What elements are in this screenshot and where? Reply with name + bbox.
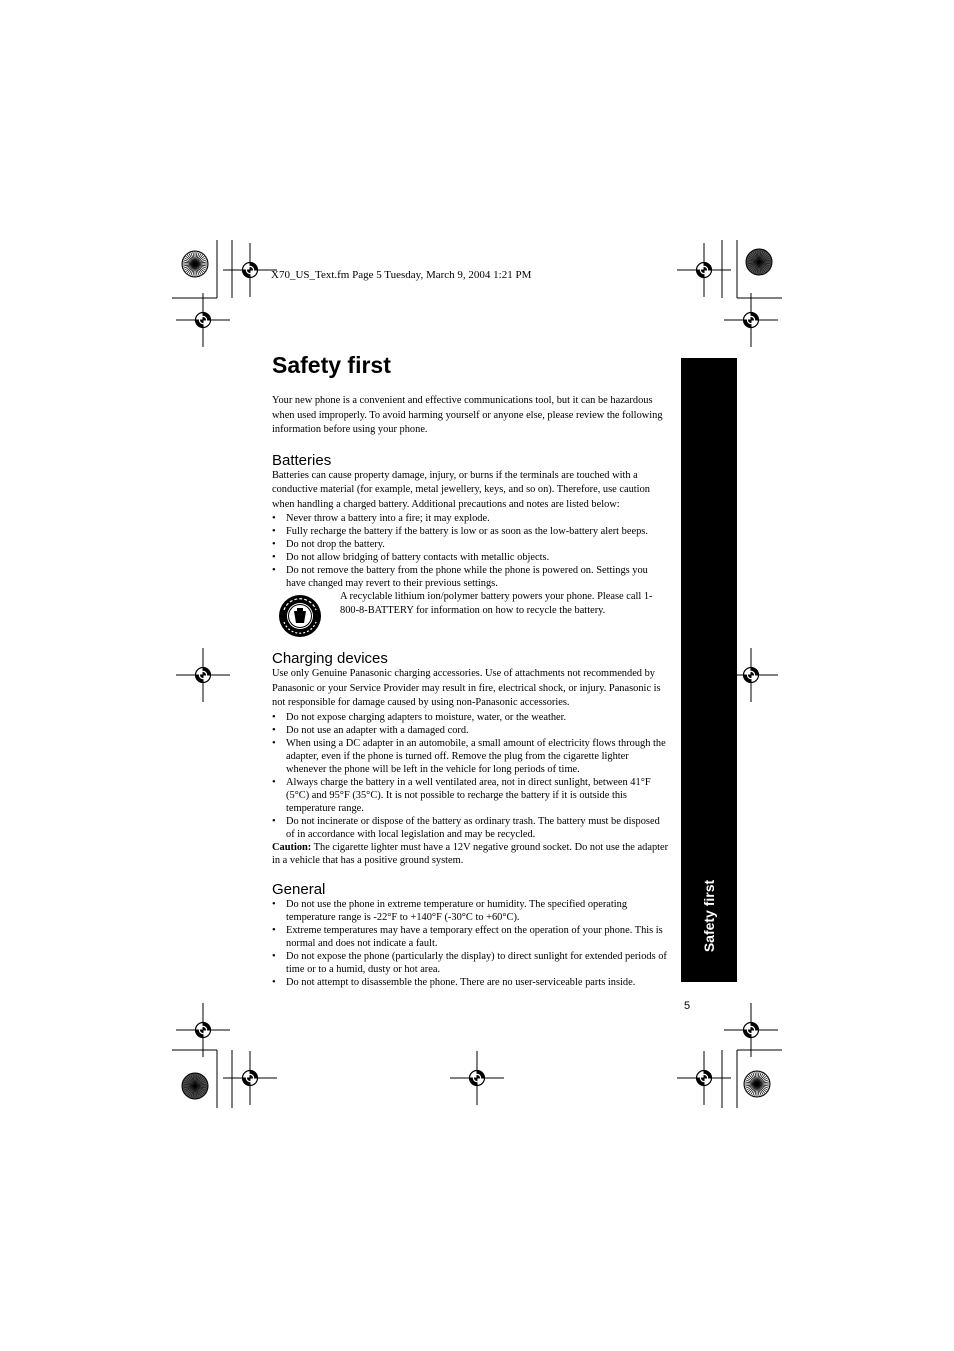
registration-mark bbox=[724, 1003, 778, 1057]
list-item: • Do not expose charging adapters to moisture, water, or the weather. bbox=[272, 711, 670, 724]
registration-mark bbox=[176, 293, 230, 347]
registration-mark bbox=[176, 1003, 230, 1057]
caution-paragraph bbox=[272, 841, 670, 867]
page-number: 5 bbox=[684, 1000, 691, 1012]
registration-mark bbox=[450, 1051, 504, 1105]
caution-label: Caution: bbox=[272, 841, 312, 853]
recycle-block bbox=[272, 590, 670, 638]
registration-mark bbox=[677, 1051, 731, 1105]
charging-heading: Charging devices bbox=[272, 650, 388, 667]
star-target-mark bbox=[744, 1071, 770, 1097]
side-tab bbox=[681, 358, 737, 982]
list-item: • Do not allow bridging of battery contacts with metallic objects. bbox=[272, 551, 670, 564]
list-item: • Never throw a battery into a fire; it may explode. bbox=[272, 512, 670, 525]
list-item: • Do not expose the phone (particularly the display) to direct sunlight for extended periods of time or to a humid, dusty or hot area. bbox=[272, 950, 670, 976]
list-item: • Do not use the phone in extreme temperature or humidity. The specified operating temperature range is -22°F to +140°F (-30°C to +60°C). bbox=[272, 898, 670, 924]
charging-list bbox=[272, 711, 670, 841]
batteries-intro: Batteries can cause property damage, injury, or burns if the terminals are touched with a conductive material (for example, metal jewellery, keys, and so on). Therefore, use caution when handling a charged battery. Additional precautions and notes are listed below: bbox=[272, 469, 650, 510]
list-item: • Always charge the battery in a well ventilated area, not in direct sunlight, between 41°F (5°C) and 95°F (35°C). It is not possible to recharge the battery if it is outside this temperature range. bbox=[272, 776, 670, 815]
intro-paragraph: Your new phone is a convenient and effective communications tool, but it can be hazardous when used improperly. To avoid harming yourself or anyone else, please review the following information before using your phone. bbox=[272, 395, 663, 435]
recycle-text: A recyclable lithium ion/polymer battery powers your phone. Please call 1-800-8-BATTERY for information on how to recycle the battery. bbox=[340, 591, 653, 616]
general-heading: General bbox=[272, 880, 326, 898]
registration-mark bbox=[223, 1051, 277, 1105]
list-item: • Fully recharge the battery if the battery is low or as soon as the low-battery alert beeps. bbox=[272, 525, 670, 538]
print-slug: X70_US_Text.fm Page 5 Tuesday, March 9, 2004 1:21 PM bbox=[271, 269, 532, 281]
side-tab-label: Safety first bbox=[701, 879, 717, 953]
list-item: • Do not use an adapter with a damaged cord. bbox=[272, 724, 670, 737]
batteries-list bbox=[272, 512, 670, 590]
star-target-mark bbox=[182, 1073, 208, 1099]
list-item: • Do not incinerate or dispose of the battery as ordinary trash. The battery must be disposed of in accordance with local legislation and may be recycled. bbox=[272, 815, 670, 841]
list-item: • Do not drop the battery. bbox=[272, 538, 670, 551]
list-item: • Do not attempt to disassemble the phone. There are no user-serviceable parts inside. bbox=[272, 976, 670, 989]
registration-mark bbox=[223, 243, 277, 297]
list-item: • Extreme temperatures may have a temporary effect on the operation of your phone. This is normal and does not indicate a fault. bbox=[272, 924, 670, 950]
general-list bbox=[272, 898, 670, 989]
registration-mark bbox=[677, 243, 731, 297]
page-title: Safety first bbox=[272, 352, 391, 378]
batteries-heading: Batteries bbox=[272, 451, 332, 469]
star-target-mark bbox=[746, 249, 772, 275]
star-target-mark bbox=[182, 251, 208, 277]
page-content bbox=[272, 350, 670, 989]
caution-text: The cigarette lighter must have a 12V negative ground socket. Do not use the adapter in a vehicle that has a positive ground system. bbox=[272, 841, 669, 866]
list-item: • When using a DC adapter in an automobile, a small amount of electricity flows through the adapter, even if the phone is turned off. Remove the plug from the cigarette lighter whenever the phone will be left in the vehicle for long periods of time. bbox=[272, 737, 670, 776]
charging-intro: Use only Genuine Panasonic charging accessories. Use of attachments not recommended by Panasonic or your Service Provider may result in fire, electrical shock, or injury. Panasonic is not responsible for damage caused by using non-Panasonic accessories. bbox=[272, 668, 661, 708]
recycle-logo-icon bbox=[278, 594, 322, 638]
list-item: • Do not remove the battery from the phone while the phone is powered on. Settings you have changed may revert to their previous settings. bbox=[272, 564, 670, 590]
registration-mark bbox=[176, 648, 230, 702]
registration-mark bbox=[724, 293, 778, 347]
